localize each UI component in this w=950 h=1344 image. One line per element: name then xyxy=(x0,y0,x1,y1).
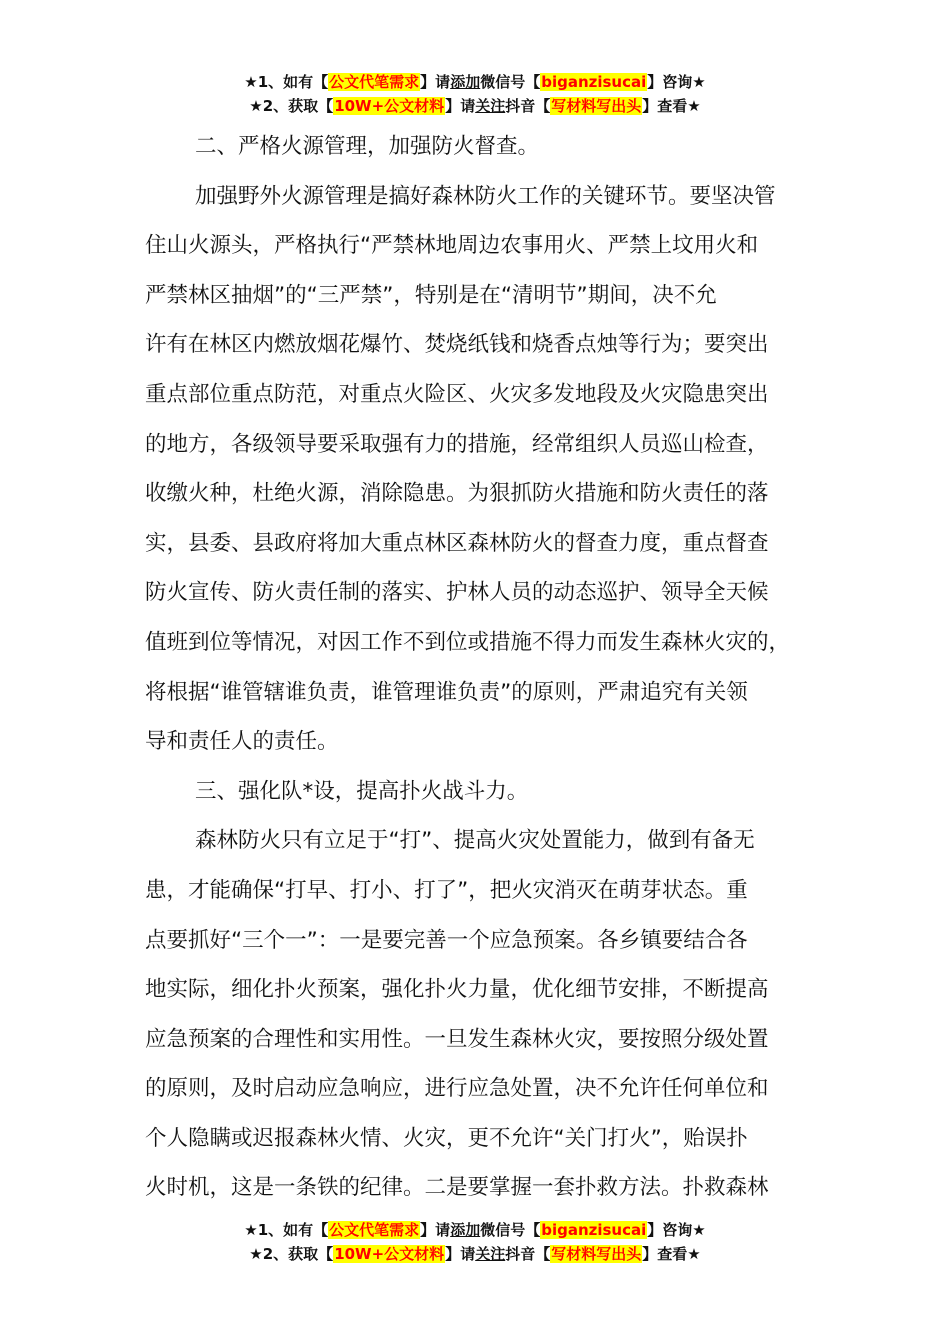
banner-text: 微信号【 xyxy=(480,73,541,91)
paragraph-line: 地实际，细化扑火预案，强化扑火力量，优化细节安排，不断提高 xyxy=(145,977,769,1003)
paragraph-line: 个人隐瞒或迟报森林火情、火灾，更不允许“关门打火”，贻误扑 xyxy=(145,1125,748,1151)
paragraph-line: 加强野外火源管理是搞好森林防火工作的关键环节。要坚决管 xyxy=(195,183,776,209)
banner-line-1 xyxy=(0,1218,950,1242)
banner-text: ★2、获取【 xyxy=(249,1245,334,1263)
banner-highlight: biganzisucai xyxy=(541,1221,647,1239)
footer-banner xyxy=(0,1218,950,1266)
header-banner xyxy=(0,70,950,118)
banner-highlight: 公文代笔需求 xyxy=(329,73,420,91)
banner-text: 抖音【 xyxy=(505,97,551,115)
banner-highlight: 公文代笔需求 xyxy=(329,1221,420,1239)
banner-highlight: 10W+公文材料 xyxy=(334,1245,445,1263)
paragraph-line: 实，县委、县政府将加大重点林区森林防火的督查力度，重点督查 xyxy=(145,530,769,556)
banner-line-2 xyxy=(0,1242,950,1266)
paragraph-line: 将根据“谁管辖谁负责，谁管理谁负责”的原则，严肃追究有关领 xyxy=(145,679,748,705)
banner-highlight: biganzisucai xyxy=(541,73,647,91)
paragraph-line: 严禁林区抽烟”的“三严禁”，特别是在“清明节”期间，决不允 xyxy=(145,282,717,308)
paragraph-line: 许有在林区内燃放烟花爆竹、焚烧纸钱和烧香点烛等行为；要突出 xyxy=(145,332,769,358)
banner-line-1 xyxy=(0,70,950,94)
paragraph-line: 的原则，及时启动应急响应，进行应急处置，决不允许任何单位和 xyxy=(145,1076,769,1102)
banner-underline: 添加 xyxy=(450,73,481,91)
banner-text: 】查看★ xyxy=(642,1245,701,1263)
banner-line-2 xyxy=(0,94,950,118)
paragraph-line: 防火宣传、防火责任制的落实、护林人员的动态巡护、领导全天候 xyxy=(145,580,769,606)
paragraph-line: 重点部位重点防范，对重点火险区、火灾多发地段及火灾隐患突出 xyxy=(145,381,769,407)
banner-text: 】请 xyxy=(420,1221,451,1239)
paragraph-line: 住山火源头，严格执行“严禁林地周边农事用火、严禁上坟用火和 xyxy=(145,233,759,259)
banner-underline: 关注 xyxy=(475,1245,506,1263)
paragraph-line: 导和责任人的责任。 xyxy=(145,729,339,755)
section-heading: 二、严格火源管理，加强防火督查。 xyxy=(195,134,540,159)
banner-highlight: 10W+公文材料 xyxy=(334,97,445,115)
banner-text: 微信号【 xyxy=(480,1221,541,1239)
banner-text: ★1、如有【 xyxy=(244,1221,329,1239)
banner-text: 】查看★ xyxy=(642,97,701,115)
paragraph-line: 森林防火只有立足于“打”、提高火灾处置能力，做到有备无 xyxy=(195,828,755,854)
banner-underline: 添加 xyxy=(450,1221,481,1239)
section-heading: 三、强化队*设，提高扑火战斗力。 xyxy=(195,778,529,804)
banner-highlight: 写材料写出头 xyxy=(551,97,642,115)
paragraph-line: 值班到位等情况，对因工作不到位或措施不得力而发生森林火灾的， xyxy=(145,629,791,655)
banner-underline: 关注 xyxy=(475,97,506,115)
banner-text: 】咨询★ xyxy=(647,73,706,91)
paragraph-line: 患，才能确保“打早、打小、打了”，把火灾消灭在萌芽状态。重 xyxy=(145,877,748,903)
banner-text: ★1、如有【 xyxy=(244,73,329,91)
banner-text: 】咨询★ xyxy=(647,1221,706,1239)
banner-highlight: 写材料写出头 xyxy=(551,1245,642,1263)
paragraph-line: 点要抓好“三个一”：一是要完善一个应急预案。各乡镇要结合各 xyxy=(145,927,748,953)
paragraph-line: 火时机，这是一条铁的纪律。二是要掌握一套扑救方法。扑救森林 xyxy=(145,1175,769,1201)
paragraph-line: 的地方，各级领导要采取强有力的措施，经常组织人员巡山检查， xyxy=(145,431,769,457)
paragraph-line: 收缴火种，杜绝火源，消除隐患。为狠抓防火措施和防火责任的落 xyxy=(145,481,769,507)
paragraph-line: 应急预案的合理性和实用性。一旦发生森林火灾，要按照分级处置 xyxy=(145,1026,769,1052)
banner-text: 】请 xyxy=(445,97,476,115)
banner-text: 抖音【 xyxy=(505,1245,551,1263)
banner-text: 】请 xyxy=(420,73,451,91)
banner-text: 】请 xyxy=(445,1245,476,1263)
banner-text: ★2、获取【 xyxy=(249,97,334,115)
document-body xyxy=(145,122,810,1213)
